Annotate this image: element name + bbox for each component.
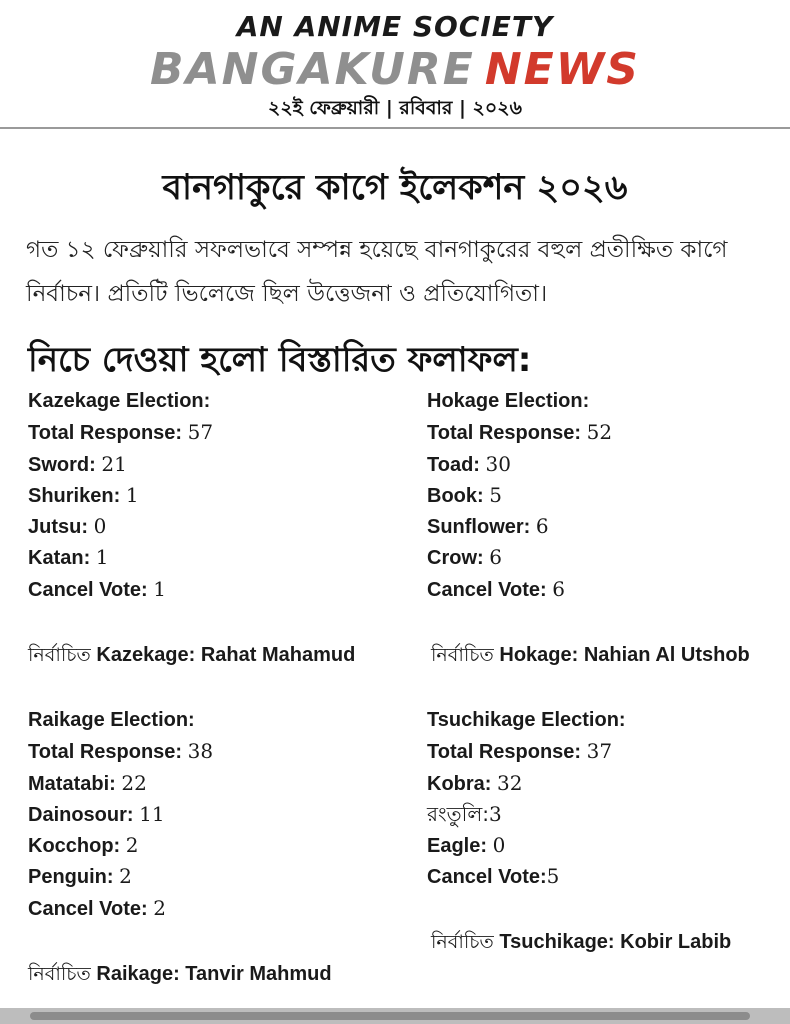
result-label: Total Response: bbox=[28, 741, 183, 764]
result-value: 0 bbox=[93, 514, 107, 539]
result-label: Book: bbox=[427, 484, 484, 507]
society-tagline: AN ANIME SOCIETY bbox=[236, 10, 554, 43]
elected-name: Tsuchikage: Kobir Labib bbox=[499, 931, 732, 953]
result-label: Cancel Vote: bbox=[427, 866, 547, 889]
scrollbar-thumb[interactable] bbox=[30, 1012, 750, 1020]
result-label: Total Response: bbox=[28, 422, 183, 445]
elected-prefix: নির্বাচিত bbox=[431, 644, 494, 666]
result-row bbox=[28, 861, 388, 892]
result-row bbox=[427, 736, 787, 767]
raikage-results bbox=[28, 705, 388, 924]
result-row bbox=[28, 768, 388, 799]
result-row bbox=[427, 511, 787, 542]
result-row bbox=[28, 893, 388, 924]
dateline: ২২ই ফেব্রুয়ারী | রবিবার | ২০২৬ bbox=[268, 97, 522, 119]
result-value: 37 bbox=[586, 739, 613, 764]
election-title: Kazekage Election: bbox=[28, 390, 211, 412]
result-row bbox=[28, 449, 388, 480]
result-row bbox=[427, 480, 787, 511]
result-value: 11 bbox=[139, 801, 165, 826]
result-row bbox=[28, 542, 388, 573]
result-label: Cancel Vote: bbox=[28, 578, 148, 601]
result-value: 57 bbox=[187, 420, 214, 445]
result-row bbox=[427, 542, 787, 573]
result-value: 5 bbox=[546, 864, 560, 889]
result-label: Kobra: bbox=[427, 772, 492, 795]
result-label: Katan: bbox=[28, 547, 91, 570]
result-row bbox=[427, 768, 787, 799]
result-label: Total Response: bbox=[427, 422, 582, 445]
result-value: 32 bbox=[497, 770, 523, 795]
result-label: Penguin: bbox=[28, 866, 114, 889]
masthead bbox=[0, 0, 790, 128]
result-label: Crow: bbox=[427, 547, 484, 570]
result-label: Shuriken: bbox=[28, 484, 121, 507]
raikage-elected bbox=[28, 960, 332, 992]
result-row bbox=[28, 799, 388, 830]
elected-name: Kazekage: Rahat Mahamud bbox=[96, 644, 356, 666]
election-title: Tsuchikage Election: bbox=[427, 709, 626, 731]
newspaper-name-red: NEWS bbox=[484, 44, 640, 95]
kazekage-elected bbox=[28, 641, 355, 673]
result-value: 30 bbox=[485, 451, 511, 476]
result-value: 6 bbox=[489, 545, 502, 570]
kazekage-results bbox=[28, 386, 388, 605]
elected-prefix: নির্বাচিত bbox=[431, 931, 494, 953]
election-title: Raikage Election: bbox=[28, 709, 195, 731]
hokage-elected bbox=[431, 641, 750, 673]
result-label: Kocchop: bbox=[28, 835, 121, 858]
result-value: 1 bbox=[95, 545, 109, 570]
result-label: Cancel Vote: bbox=[28, 897, 148, 920]
result-row bbox=[28, 511, 388, 542]
result-label: Sword: bbox=[28, 453, 96, 476]
result-value: 5 bbox=[489, 482, 502, 507]
result-label: Eagle: bbox=[427, 835, 488, 858]
result-row bbox=[28, 830, 388, 861]
result-label: Sunflower: bbox=[427, 516, 531, 539]
result-value: 2 bbox=[153, 895, 166, 920]
result-value: 1 bbox=[125, 482, 139, 507]
result-label: Cancel Vote: bbox=[427, 578, 547, 601]
hokage-results bbox=[427, 386, 787, 605]
result-row bbox=[28, 736, 388, 767]
article-intro: গত ১২ ফেব্রুয়ারি সফলভাবে সম্পন্ন হয়েছে বানগাকুরের বহুল প্রতীক্ষিত কাগে নির্বাচন। প্রতিটি ভিলেজে ছিল উত্তেজনা ও প্রতিযোগিতা। bbox=[26, 237, 728, 307]
masthead-divider bbox=[0, 127, 790, 129]
tsuchikage-results bbox=[427, 705, 787, 893]
newspaper-name bbox=[0, 44, 790, 95]
result-row bbox=[427, 799, 787, 830]
tsuchikage-elected bbox=[431, 928, 731, 960]
results-subhead: নিচে দেওয়া হলো বিস্তারিত ফলাফল: bbox=[28, 340, 532, 380]
result-row bbox=[427, 417, 787, 448]
elected-name: Raikage: Tanvir Mahmud bbox=[96, 963, 332, 985]
result-value: 2 bbox=[125, 833, 139, 858]
result-row bbox=[427, 861, 787, 892]
article-headline: বানগাকুরে কাগে ইলেকশন ২০২৬ bbox=[162, 168, 628, 208]
result-value: 6 bbox=[552, 576, 565, 601]
result-row bbox=[427, 830, 787, 861]
result-label: Toad: bbox=[427, 453, 480, 476]
result-row bbox=[28, 417, 388, 448]
result-value: 38 bbox=[187, 739, 214, 764]
elected-prefix: নির্বাচিত bbox=[28, 644, 91, 666]
result-row bbox=[28, 480, 388, 511]
result-label: Dainosour: bbox=[28, 803, 134, 826]
election-title: Hokage Election: bbox=[427, 390, 590, 412]
result-value: 3 bbox=[488, 801, 502, 826]
result-row bbox=[427, 574, 787, 605]
result-row bbox=[28, 574, 388, 605]
result-label: রংতুলি: bbox=[427, 801, 489, 826]
scrollbar[interactable] bbox=[0, 1008, 790, 1024]
result-value: 22 bbox=[121, 770, 147, 795]
result-value: 1 bbox=[153, 576, 166, 601]
result-label: Jutsu: bbox=[28, 516, 88, 539]
result-value: 6 bbox=[535, 514, 549, 539]
result-value: 2 bbox=[119, 864, 132, 889]
result-value: 0 bbox=[492, 833, 506, 858]
elected-prefix: নির্বাচিত bbox=[28, 963, 91, 985]
result-row bbox=[427, 449, 787, 480]
newspaper-name-gray: BANGAKURE bbox=[150, 44, 475, 95]
elected-name: Hokage: Nahian Al Utshob bbox=[499, 644, 750, 666]
result-value: 52 bbox=[586, 420, 613, 445]
result-value: 21 bbox=[101, 451, 127, 476]
result-label: Total Response: bbox=[427, 741, 582, 764]
result-label: Matatabi: bbox=[28, 772, 116, 795]
